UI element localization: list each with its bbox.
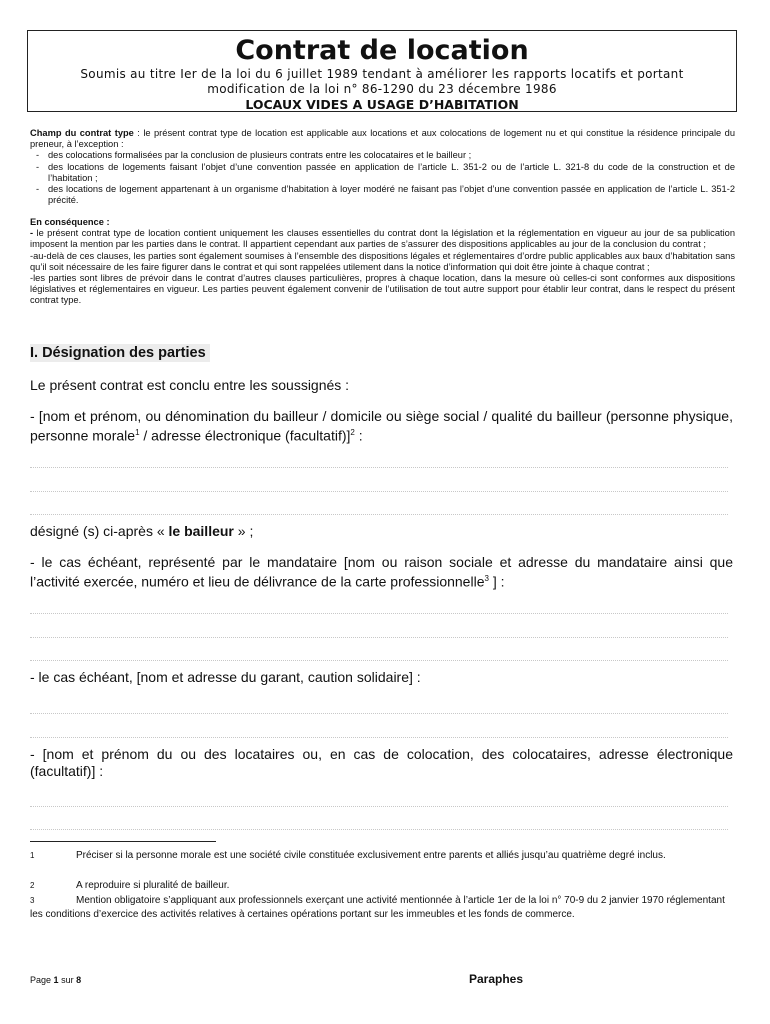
document-title: Contrat de location: [235, 35, 529, 66]
consequence-paragraph: -au-delà de ces clauses, les parties sont également soumises à l’ensemble des dispositions légales et réglementaires d’ordre public applicables aux baux d’habitation sans qu’il soit nécessaire de les faire figurer dans le contrat et qui sont rappelées utilement dans la notice d’information qui doit être jointe à chaque contrat ;: [30, 250, 735, 272]
scope-list: [30, 150, 735, 206]
garant-fill-line[interactable]: [30, 713, 728, 714]
bailleur-field-label: - [nom et prénom, ou dénomination du bailleur / domicile ou siège social / qualité du bailleur (personne physique, personne morale$^1$ / adresse électronique (facultatif)]$^2$ :: [30, 408, 733, 444]
consequence-section: [30, 217, 735, 307]
scope-item: - des colocations formalisées par la conclusion de plusieurs contrats entre les colocataires et le bailleur ;: [30, 150, 735, 161]
garant-fill-line[interactable]: [30, 737, 728, 738]
bailleur-fill-line[interactable]: [30, 491, 728, 492]
footnote-ref: 1: [135, 427, 140, 437]
footnote-ref: 2: [350, 427, 355, 437]
footnote: 3 Mention obligatoire s’appliquant aux professionnels exerçant une activité mentionnée à l’article 1er de la loi n° 70-9 du 2 janvier 1970 réglementant les conditions d’exercice des activités relatives à certaines opérations portant sur les immeubles et les fonds de commerce.: [30, 895, 725, 920]
section-title-parties: I. Désignation des parties: [30, 344, 210, 362]
document-subtitle: Soumis au titre Ier de la loi du 6 juillet 1989 tendant à améliorer les rapports locatifs et portant modification de la loi n° 86-1290 du 23 décembre 1986: [80, 67, 684, 96]
footnote-ref: 3: [484, 573, 489, 583]
bailleur-designation: désigné (s) ci-après « le bailleur » ;: [30, 523, 254, 539]
consequence-label: En conséquence :: [30, 217, 110, 227]
mandataire-fill-line[interactable]: [30, 660, 728, 661]
mandataire-field-label: - le cas échéant, représenté par le mandataire [nom ou raison sociale et adresse du mandataire ainsi que l’activité exercée, numéro et lieu de délivrance de la carte professionnelle$^3$ ] :: [30, 554, 733, 590]
scope-item: - des locations de logements faisant l’objet d’une convention passée en application de l’article L. 351-2 ou de l’article L. 321-8 du code de la construction et de l’habitation ;: [30, 162, 735, 184]
consequence-paragraph: -les parties sont libres de prévoir dans le contrat d’autres clauses particulières, propres à chaque location, dans la mesure où celles-ci sont conformes aux dispositions législatives et réglementaires en vigueur. Les parties peuvent également convenir de l’utilisation de tout autre support pour établir leur contrat, dans le respect du présent contrat type.: [30, 273, 735, 306]
mandataire-fill-line[interactable]: [30, 637, 728, 638]
locataires-fill-line[interactable]: [30, 806, 728, 807]
bailleur-fill-line[interactable]: [30, 514, 728, 515]
parties-intro: Le présent contrat est conclu entre les soussignés :: [30, 377, 350, 393]
title-box: [27, 30, 737, 112]
page-number: Page 1 sur 8: [30, 975, 82, 985]
footnote: 2 A reproduire si pluralité de bailleur.: [30, 880, 230, 891]
locataires-fill-line[interactable]: [30, 829, 728, 830]
footnote: 1 Préciser si la personne morale est une société civile constituée exclusivement entre parents et alliés jusqu’au quatrième degré inclus.: [30, 850, 666, 861]
scope-intro: [30, 128, 735, 150]
document-type: LOCAUX VIDES A USAGE D’HABITATION: [245, 97, 519, 112]
footnote-separator: [30, 841, 216, 842]
garant-field-label: - le cas échéant, [nom et adresse du garant, caution solidaire] :: [30, 669, 421, 685]
initials-label: Paraphes: [469, 972, 524, 986]
scope-label: Champ du contrat type: [30, 128, 134, 138]
locataires-field-label: - [nom et prénom du ou des locataires ou, en cas de colocation, des colocataires, adresse électronique (facultatif)] :: [30, 746, 733, 779]
consequence-paragraph: - le présent contrat type de location contient uniquement les clauses essentielles du contrat dont la législation et la réglementation en vigueur au jour de sa publication imposent la mention par les parties dans le contrat. Il appartient cependant aux parties de s’assurer des dispositions applicables au jour de la conclusion du contrat ;: [30, 228, 735, 250]
mandataire-fill-line[interactable]: [30, 613, 728, 614]
scope-item: - des locations de logement appartenant à un organisme d’habitation à loyer modéré ne faisant pas l’objet d’une convention passée en application de l’article L. 351-2 précité.: [30, 184, 735, 206]
scope-intro-text: : le présent contrat type de location est applicable aux locations et aux colocations de logement nu et qui constitue la résidence principale du preneur, à l’exception :: [30, 128, 735, 150]
scope-section: [30, 128, 735, 206]
bailleur-fill-line[interactable]: [30, 467, 728, 468]
